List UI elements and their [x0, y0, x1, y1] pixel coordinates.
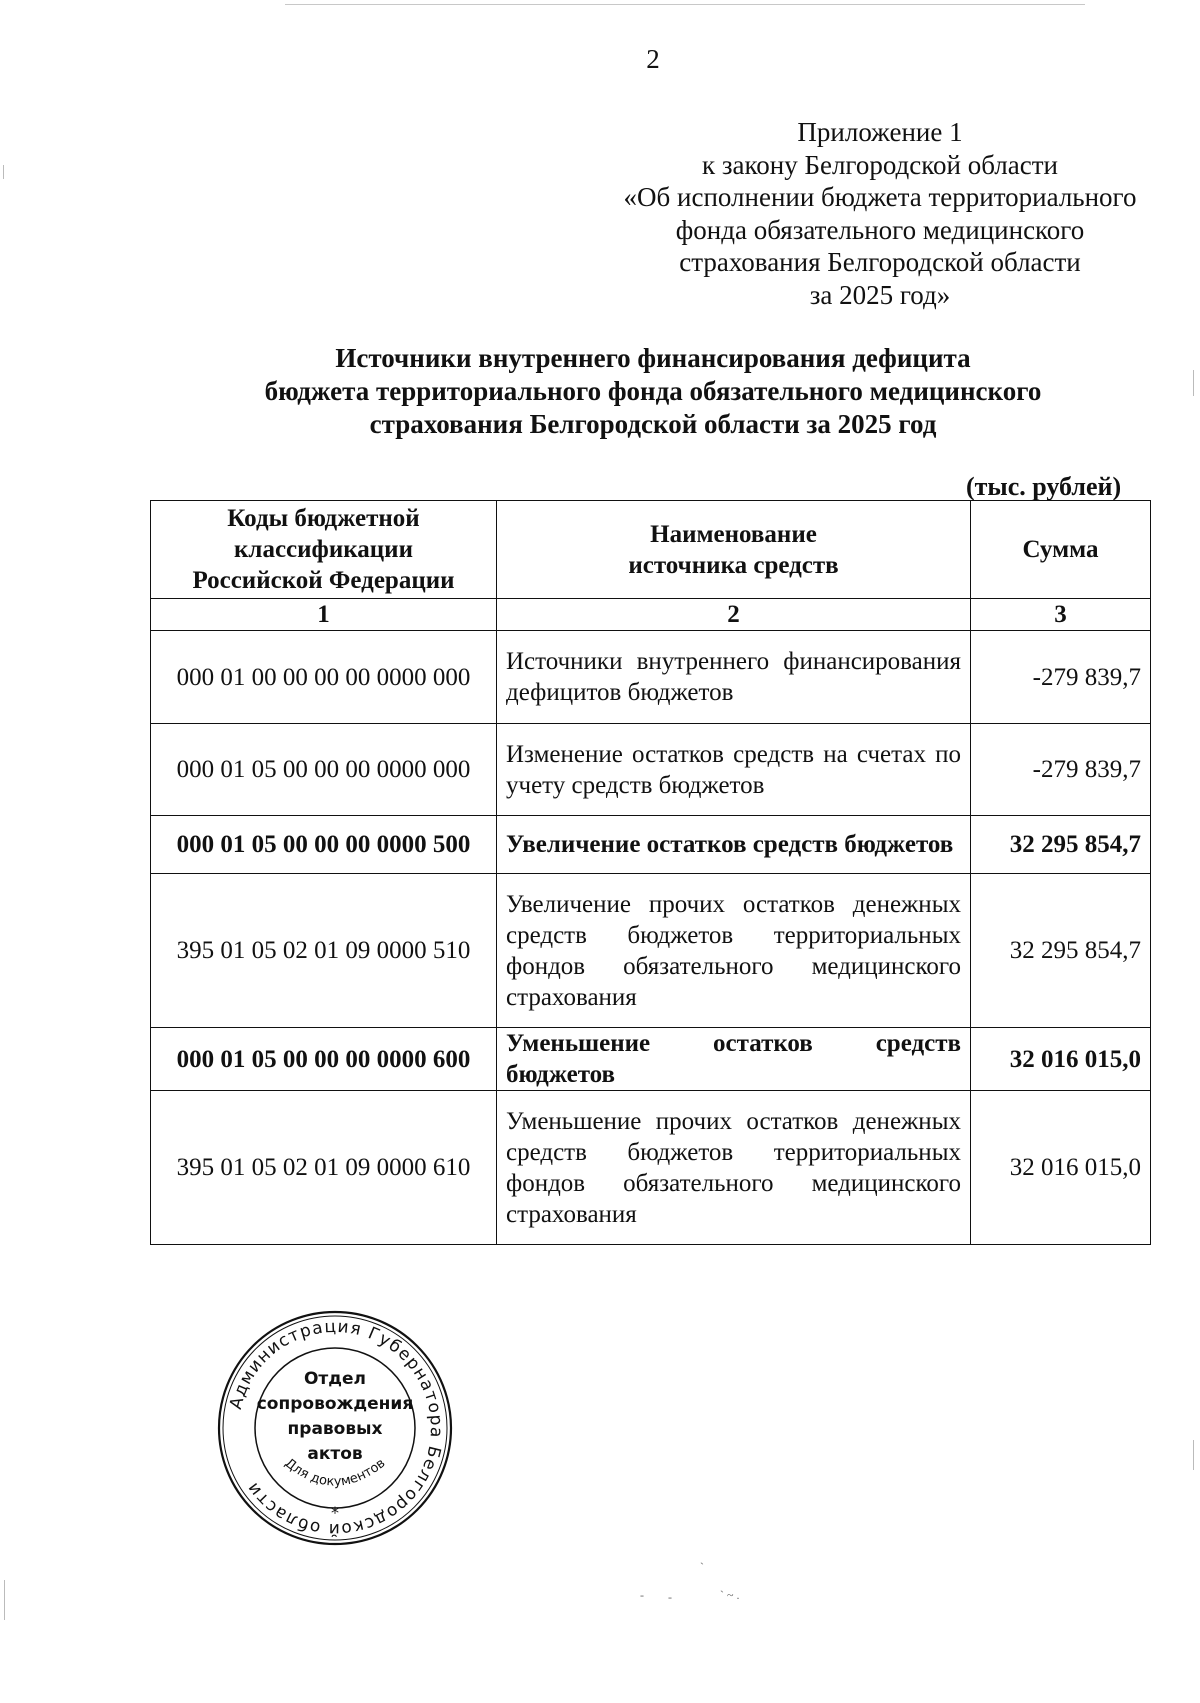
document-title	[0, 342, 1200, 441]
column-number-row	[151, 599, 1151, 631]
header-name-line: Наименование	[650, 520, 817, 548]
column-number: 3	[971, 599, 1151, 631]
header-name	[497, 501, 971, 599]
seal-graphic	[215, 1308, 455, 1548]
seal-center-line: правовых	[287, 1419, 383, 1439]
appendix-line: к закону Белгородской области	[702, 149, 1058, 180]
header-code-line: Коды бюджетной	[227, 505, 420, 532]
appendix-line: «Об исполнении бюджета территориального	[623, 182, 1137, 212]
financing-sources-table	[150, 500, 1151, 1245]
appendix-line: фонда обязательного медицинского	[675, 214, 1085, 245]
scan-mark-left-2	[4, 1580, 5, 1620]
official-seal	[215, 1308, 455, 1548]
appendix-header	[580, 116, 1180, 311]
row-code-cell: 000 01 00 00 00 00 0000 000	[151, 631, 497, 724]
title-line: Источники внутреннего финансирования дефицита	[335, 343, 971, 373]
seal-center-line: Отдел	[303, 1369, 367, 1389]
header-name-line: источника средств	[628, 551, 839, 579]
row-name-cell: Изменение остатков средств на счетах по учету средств бюджетов	[497, 724, 971, 816]
row-code-cell: 395 01 05 02 01 09 0000 510	[151, 874, 497, 1028]
row-name-cell: Уменьшение остатков средств бюджетов	[497, 1028, 971, 1091]
table-row	[151, 724, 1151, 816]
header-code-line: Российской Федерации	[192, 567, 455, 594]
row-code-cell: 395 01 05 02 01 09 0000 610	[151, 1091, 497, 1245]
appendix-line: страхования Белгородской области	[679, 247, 1081, 277]
table-row	[151, 631, 1151, 724]
page-number: 2	[646, 44, 660, 74]
table-row	[151, 816, 1151, 874]
row-sum-cell: 32 295 854,7	[971, 816, 1151, 874]
table-row	[151, 1091, 1151, 1245]
header-code	[151, 501, 497, 599]
header-code-line: классификации	[234, 536, 413, 563]
top-edge-line	[285, 4, 1085, 5]
row-code-cell: 000 01 05 00 00 00 0000 600	[151, 1028, 497, 1091]
seal-ring-text: Администрация Губернатора Белгородской области	[225, 1316, 447, 1540]
column-number: 1	[151, 599, 497, 631]
appendix-line: Приложение 1	[797, 117, 963, 147]
header-sum: Сумма	[971, 501, 1151, 599]
table-header-row	[151, 501, 1151, 599]
units-label: (тыс. рублей)	[966, 472, 1122, 501]
row-name-cell: Уменьшение прочих остатков денежных средств бюджетов территориальных фондов обязательного медицинского страхования	[497, 1091, 971, 1245]
table-row	[151, 1028, 1151, 1091]
row-name-cell: Источники внутреннего финансирования дефицитов бюджетов	[497, 631, 971, 724]
row-code-cell: 000 01 05 00 00 00 0000 000	[151, 724, 497, 816]
seal-center-line: сопровождения	[256, 1394, 414, 1414]
appendix-line: за 2025 год»	[809, 279, 951, 310]
scan-mark-right-2	[1193, 1440, 1194, 1470]
seal-bottom-text: Для документов	[281, 1455, 389, 1490]
seal-star: *	[331, 1503, 339, 1522]
row-name-cell: Увеличение остатков средств бюджетов	[497, 816, 971, 874]
row-sum-cell: -279 839,7	[971, 724, 1151, 816]
seal-center-line: актов	[307, 1444, 363, 1464]
row-sum-cell: 32 016 015,0	[971, 1091, 1151, 1245]
row-sum-cell: 32 295 854,7	[971, 874, 1151, 1028]
scan-mark-left	[3, 165, 4, 179]
table-row	[151, 874, 1151, 1028]
row-code-cell: 000 01 05 00 00 00 0000 500	[151, 816, 497, 874]
row-sum-cell: 32 016 015,0	[971, 1028, 1151, 1091]
table-body	[151, 631, 1151, 1245]
row-name-cell: Увеличение прочих остатков денежных средств бюджетов территориальных фондов обязательного медицинского страхования	[497, 874, 971, 1028]
title-line: бюджета территориального фонда обязательного медицинского	[264, 376, 1042, 406]
row-sum-cell: -279 839,7	[971, 631, 1151, 724]
title-line: страхования Белгородской области за 2025 год	[369, 409, 937, 439]
column-number: 2	[497, 599, 971, 631]
